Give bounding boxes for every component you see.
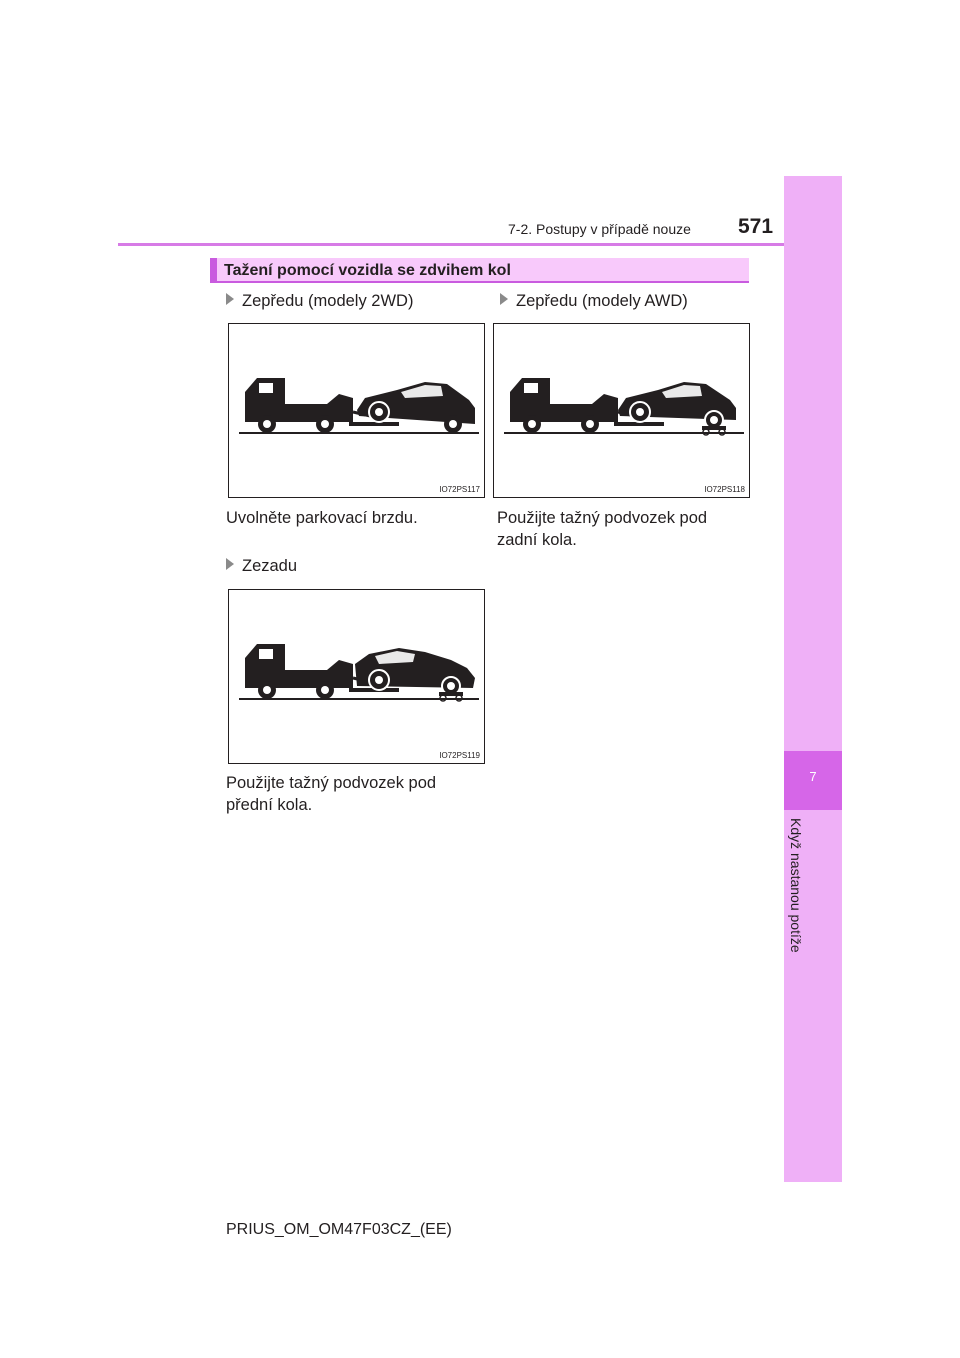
header-rule [118, 243, 784, 246]
tow-truck-front-2wd-illustration [229, 324, 484, 497]
chapter-side-tab [784, 176, 842, 1182]
figure-text-rear: Použijte tažný podvozek pod přední kola. [226, 774, 437, 814]
tow-truck-rear-illustration [229, 590, 484, 763]
figure-caption-rear: Zezadu [226, 557, 297, 576]
figure-front-awd [493, 323, 750, 498]
document-id: PRIUS_OM_OM47F03CZ_(EE) [226, 1221, 452, 1238]
bullet-triangle-icon [500, 293, 508, 305]
chapter-title: Když nastanou potíže [788, 818, 804, 953]
figure-text-front-2wd: Uvolněte parkovací brzdu. [226, 509, 418, 527]
figure-caption-front-2wd: Zepředu (modely 2WD) [226, 292, 413, 311]
figure-code: IO72PS119 [439, 751, 480, 760]
bullet-triangle-icon [226, 293, 234, 305]
tow-truck-front-awd-illustration [494, 324, 749, 497]
figure-caption-front-awd: Zepředu (modely AWD) [500, 292, 688, 311]
bullet-triangle-icon [226, 558, 234, 570]
figure-text-front-awd: Použijte tažný podvozek pod zadní kola. [497, 509, 708, 549]
figure-code: IO72PS118 [704, 485, 745, 494]
figure-rear [228, 589, 485, 764]
chapter-number: 7 [809, 769, 817, 784]
figure-front-2wd [228, 323, 485, 498]
figure-code: IO72PS117 [439, 485, 480, 494]
header-section-title: 7-2. Postupy v případě nouze [508, 221, 691, 237]
section-title: Tažení pomocí vozidla se zdvihem kol [224, 262, 511, 279]
page-number: 571 [738, 215, 774, 238]
